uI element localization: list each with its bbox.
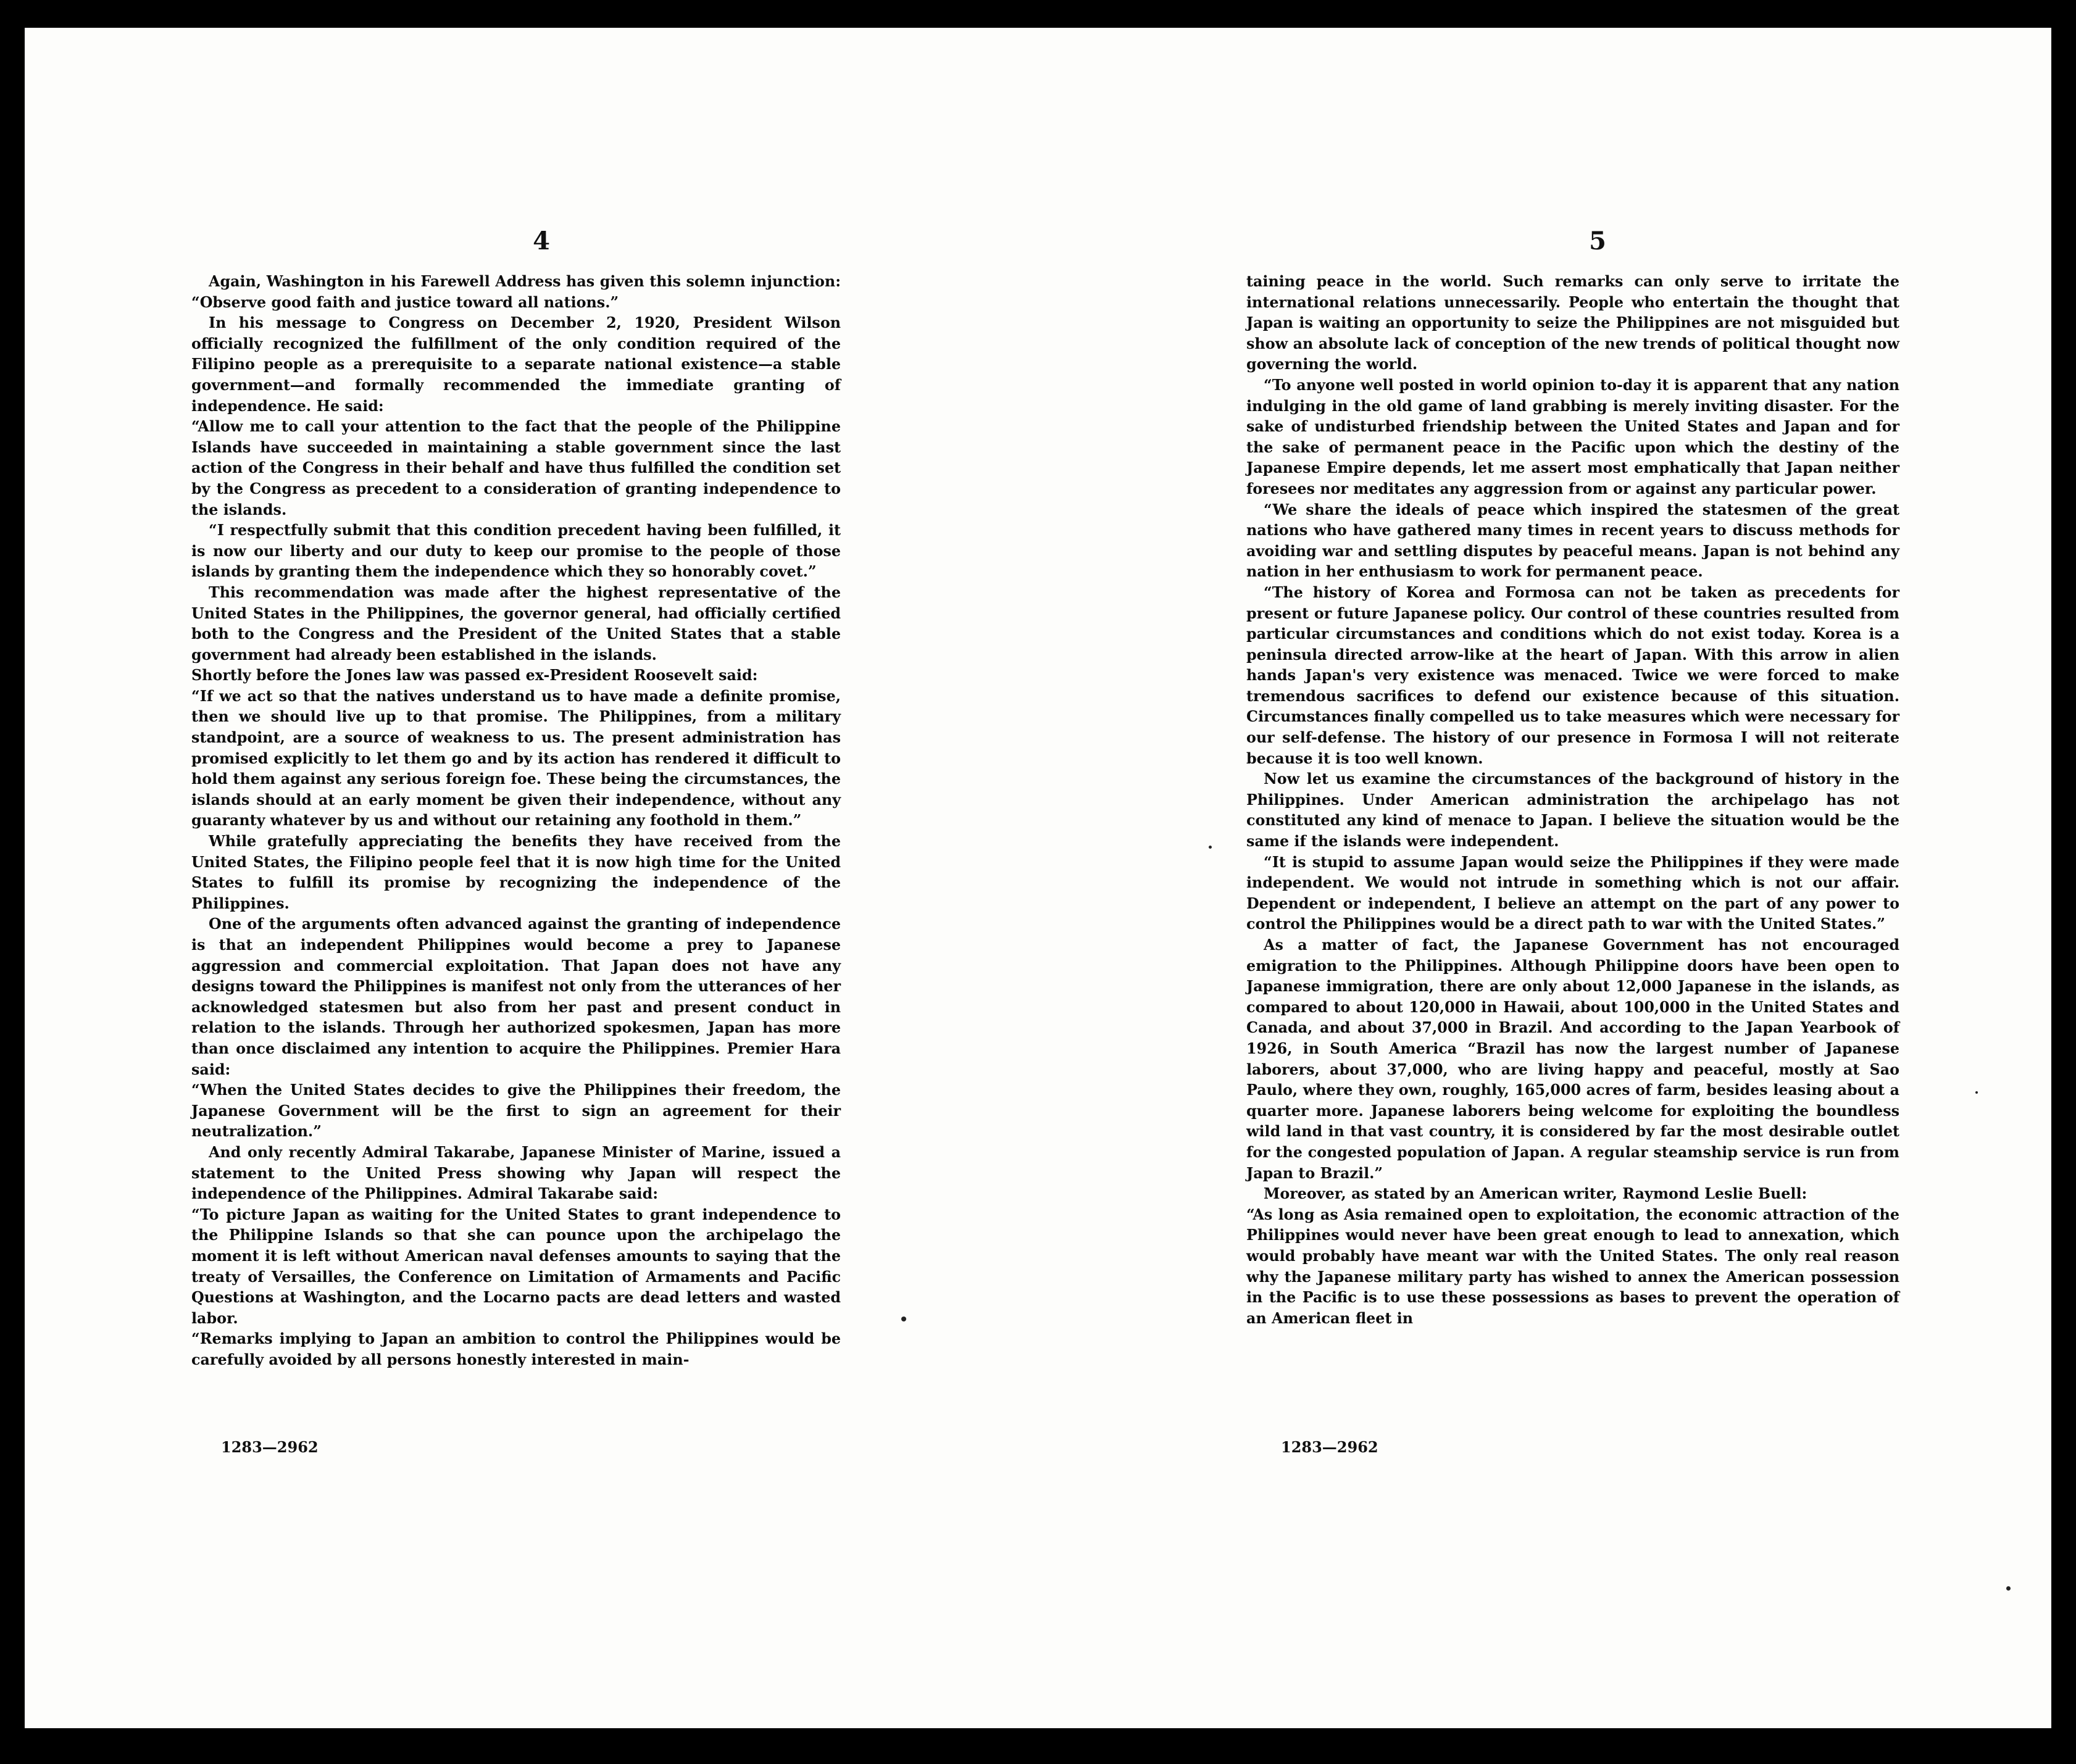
quote-paragraph: “As long as Asia remained open to exploitation, the economic attraction of the Philippines would never have been great enough to lead to annexation, which would probably have meant war with the United States. The only real reason why the Japanese military party has wished to annex the American possession in the Pacific is to use these possessions as bases to prevent the operation of an American fleet in <box>1246 1205 1899 1327</box>
scan-speck <box>1975 1091 1978 1094</box>
quote-paragraph: “We share the ideals of peace which inspired the statesmen of the great nations who have gathered many times in recent years to discuss methods for avoiding war and settling disputes by peaceful means. Japan is not behind any nation in her enthusiasm to work for permanent peace. <box>1246 501 1899 581</box>
quote-paragraph: “The history of Korea and Formosa can not be taken as precedents for present or future Japanese policy. Our control of these countries resulted from particular circumstances and conditions which do not exist today. Korea is a peninsula directed arrow-like at the heart of Japan. With this arrow in alien hands Japan's very existence was menaced. Twice we were forced to make tremendous sacrifices to defend our existence because of this situation. Circumstances finally compelled us to take measures which were necessary for our self-defense. The history of our presence in Formosa I will not reiterate because it is too well known. <box>1246 583 1899 767</box>
paragraph: Shortly before the Jones law was passed ex-President Roosevelt said: <box>191 667 758 684</box>
scan-speck <box>1209 846 1212 849</box>
footer-code-left: 1283—2962 <box>221 1438 319 1456</box>
paragraph: And only recently Admiral Takarabe, Japanese Minister of Marine, issued a statement to the United Press showing why Japan will respect the independence of the Philippines. Admiral Takarabe said: <box>191 1143 841 1203</box>
paragraph: taining peace in the world. Such remarks can only serve to irritate the international relations unnecessarily. People who entertain the thought that Japan is waiting an opportunity to seize the Philippines are not misguided but show an absolute lack of conception of the new trends of political thought now governing the world. <box>1246 273 1899 373</box>
paragraph: Moreover, as stated by an American writer, Raymond Leslie Buell: <box>1264 1185 1807 1203</box>
quote-paragraph: “It is stupid to assume Japan would seize the Philippines if they were made independent. We would not intrude in something which is not our affair. Dependent or independent, I believe an attempt on the part of any power to control the Philippines would be a direct path to war with the United States.” <box>1246 853 1899 933</box>
page-number-left: 4 <box>533 227 550 256</box>
paragraph: While gratefully appreciating the benefits they have received from the United States, the Filipino people feel that it is now high time for the United States to fulfill its promise by recognizing the independence of the Philippines. <box>191 833 841 912</box>
scan-speck <box>2006 1586 2011 1591</box>
paragraph: As a matter of fact, the Japanese Government has not encouraged emigration to the Philippines. Although Philippine doors have been open to Japanese immigration, there are only about 12,000 Japanese in the islands, as compared to about 120,000 in Hawaii, about 100,000 in the United States and Canada, and about 37,000 in Brazil. And according to the Japan Yearbook of 1926, in South America “Brazil has now the largest number of Japanese laborers, about 37,000, who are living happy and peaceful, mostly at Sao Paulo, where they own, roughly, 165,000 acres of farm, besides leasing about a quarter more. Japanese laborers being welcome for exploiting the boundless wild land in that vast country, it is considered by far the most desirable outlet for the congested population of Japan. A regular steamship service is run from Japan to Brazil.” <box>1246 936 1899 1182</box>
left-page-text <box>191 272 841 1370</box>
quote-paragraph: “To picture Japan as waiting for the United States to grant independence to the Philippine Islands so that she can pounce upon the archipelago the moment it is left without American naval defenses amounts to saying that the treaty of Versailles, the Conference on Limitation of Armaments and Pacific Questions at Washington, and the Locarno pacts are dead letters and wasted labor. <box>191 1205 841 1327</box>
scan-speck <box>901 1317 906 1321</box>
page-number-right: 5 <box>1589 227 1606 256</box>
quote-paragraph: “If we act so that the natives understand us to have made a definite promise, then we should live up to that promise. The Philippines, from a military standpoint, are a source of weakness to us. The present administration has promised explicitly to let them go and by its action has rendered it difficult to hold them against any serious foreign foe. These being the circumstances, the islands should at an early moment be given their independence, without any guaranty whatever by us and without our retaining any foothold in them.” <box>191 687 841 830</box>
footer-code-right: 1283—2962 <box>1281 1438 1378 1456</box>
paragraph: In his message to Congress on December 2, 1920, President Wilson officially recognized the fulfillment of the only condition required of the Filipino people as a prerequisite to a separate national existence—a stable government—and formally recommended the immediate granting of independence. He said: <box>191 314 841 415</box>
right-page-text <box>1246 272 1899 1329</box>
quote-paragraph: “Remarks implying to Japan an ambition to control the Philippines would be carefully avoided by all persons honestly interested in main- <box>191 1330 841 1368</box>
quote-paragraph: “I respectfully submit that this condition precedent having been fulfilled, it is now our liberty and our duty to keep our promise to the people of those islands by granting them the independence which they so honorably covet.” <box>191 522 841 581</box>
paragraph: One of the arguments often advanced against the granting of independence is that an independent Philippines would become a prey to Japanese aggression and commercial exploitation. That Japan does not have any designs toward the Philippines is manifest not only from the utterances of her acknowledged statesmen but also from her past and present conduct in relation to the islands. Through her authorized spokesmen, Japan has more than once disclaimed any intention to acquire the Philippines. Premier Hara said: <box>191 915 841 1078</box>
paragraph: Again, Washington in his Farewell Address has given this solemn injunction: “Observe good faith and justice toward all nations.” <box>191 273 841 311</box>
quote-paragraph: “When the United States decides to give the Philippines their freedom, the Japanese Government will be the first to sign an agreement for their neutralization.” <box>191 1081 841 1141</box>
quote-paragraph: “To anyone well posted in world opinion to-day it is apparent that any nation indulging in the old game of land grabbing is merely inviting disaster. For the sake of undisturbed friendship between the United States and Japan and for the sake of permanent peace in the Pacific upon which the destiny of the Japanese Empire depends, let me assert most emphatically that Japan neither foresees nor meditates any aggression from or against any particular power. <box>1246 376 1899 497</box>
paragraph: This recommendation was made after the highest representative of the United States in the Philippines, the governor general, had officially certified both to the Congress and the President of the United States that a stable government had already been established in the islands. <box>191 583 841 664</box>
paragraph: Now let us examine the circumstances of the background of history in the Philippines. Under American administration the archipelago has not constituted any kind of menace to Japan. I believe the situation would be the same if the islands were independent. <box>1246 770 1899 851</box>
quote-paragraph: “Allow me to call your attention to the fact that the people of the Philippine Islands have succeeded in maintaining a stable government since the last action of the Congress in their behalf and have thus fulfilled the condition set by the Congress as precedent to a consideration of granting independence to the islands. <box>191 418 841 518</box>
